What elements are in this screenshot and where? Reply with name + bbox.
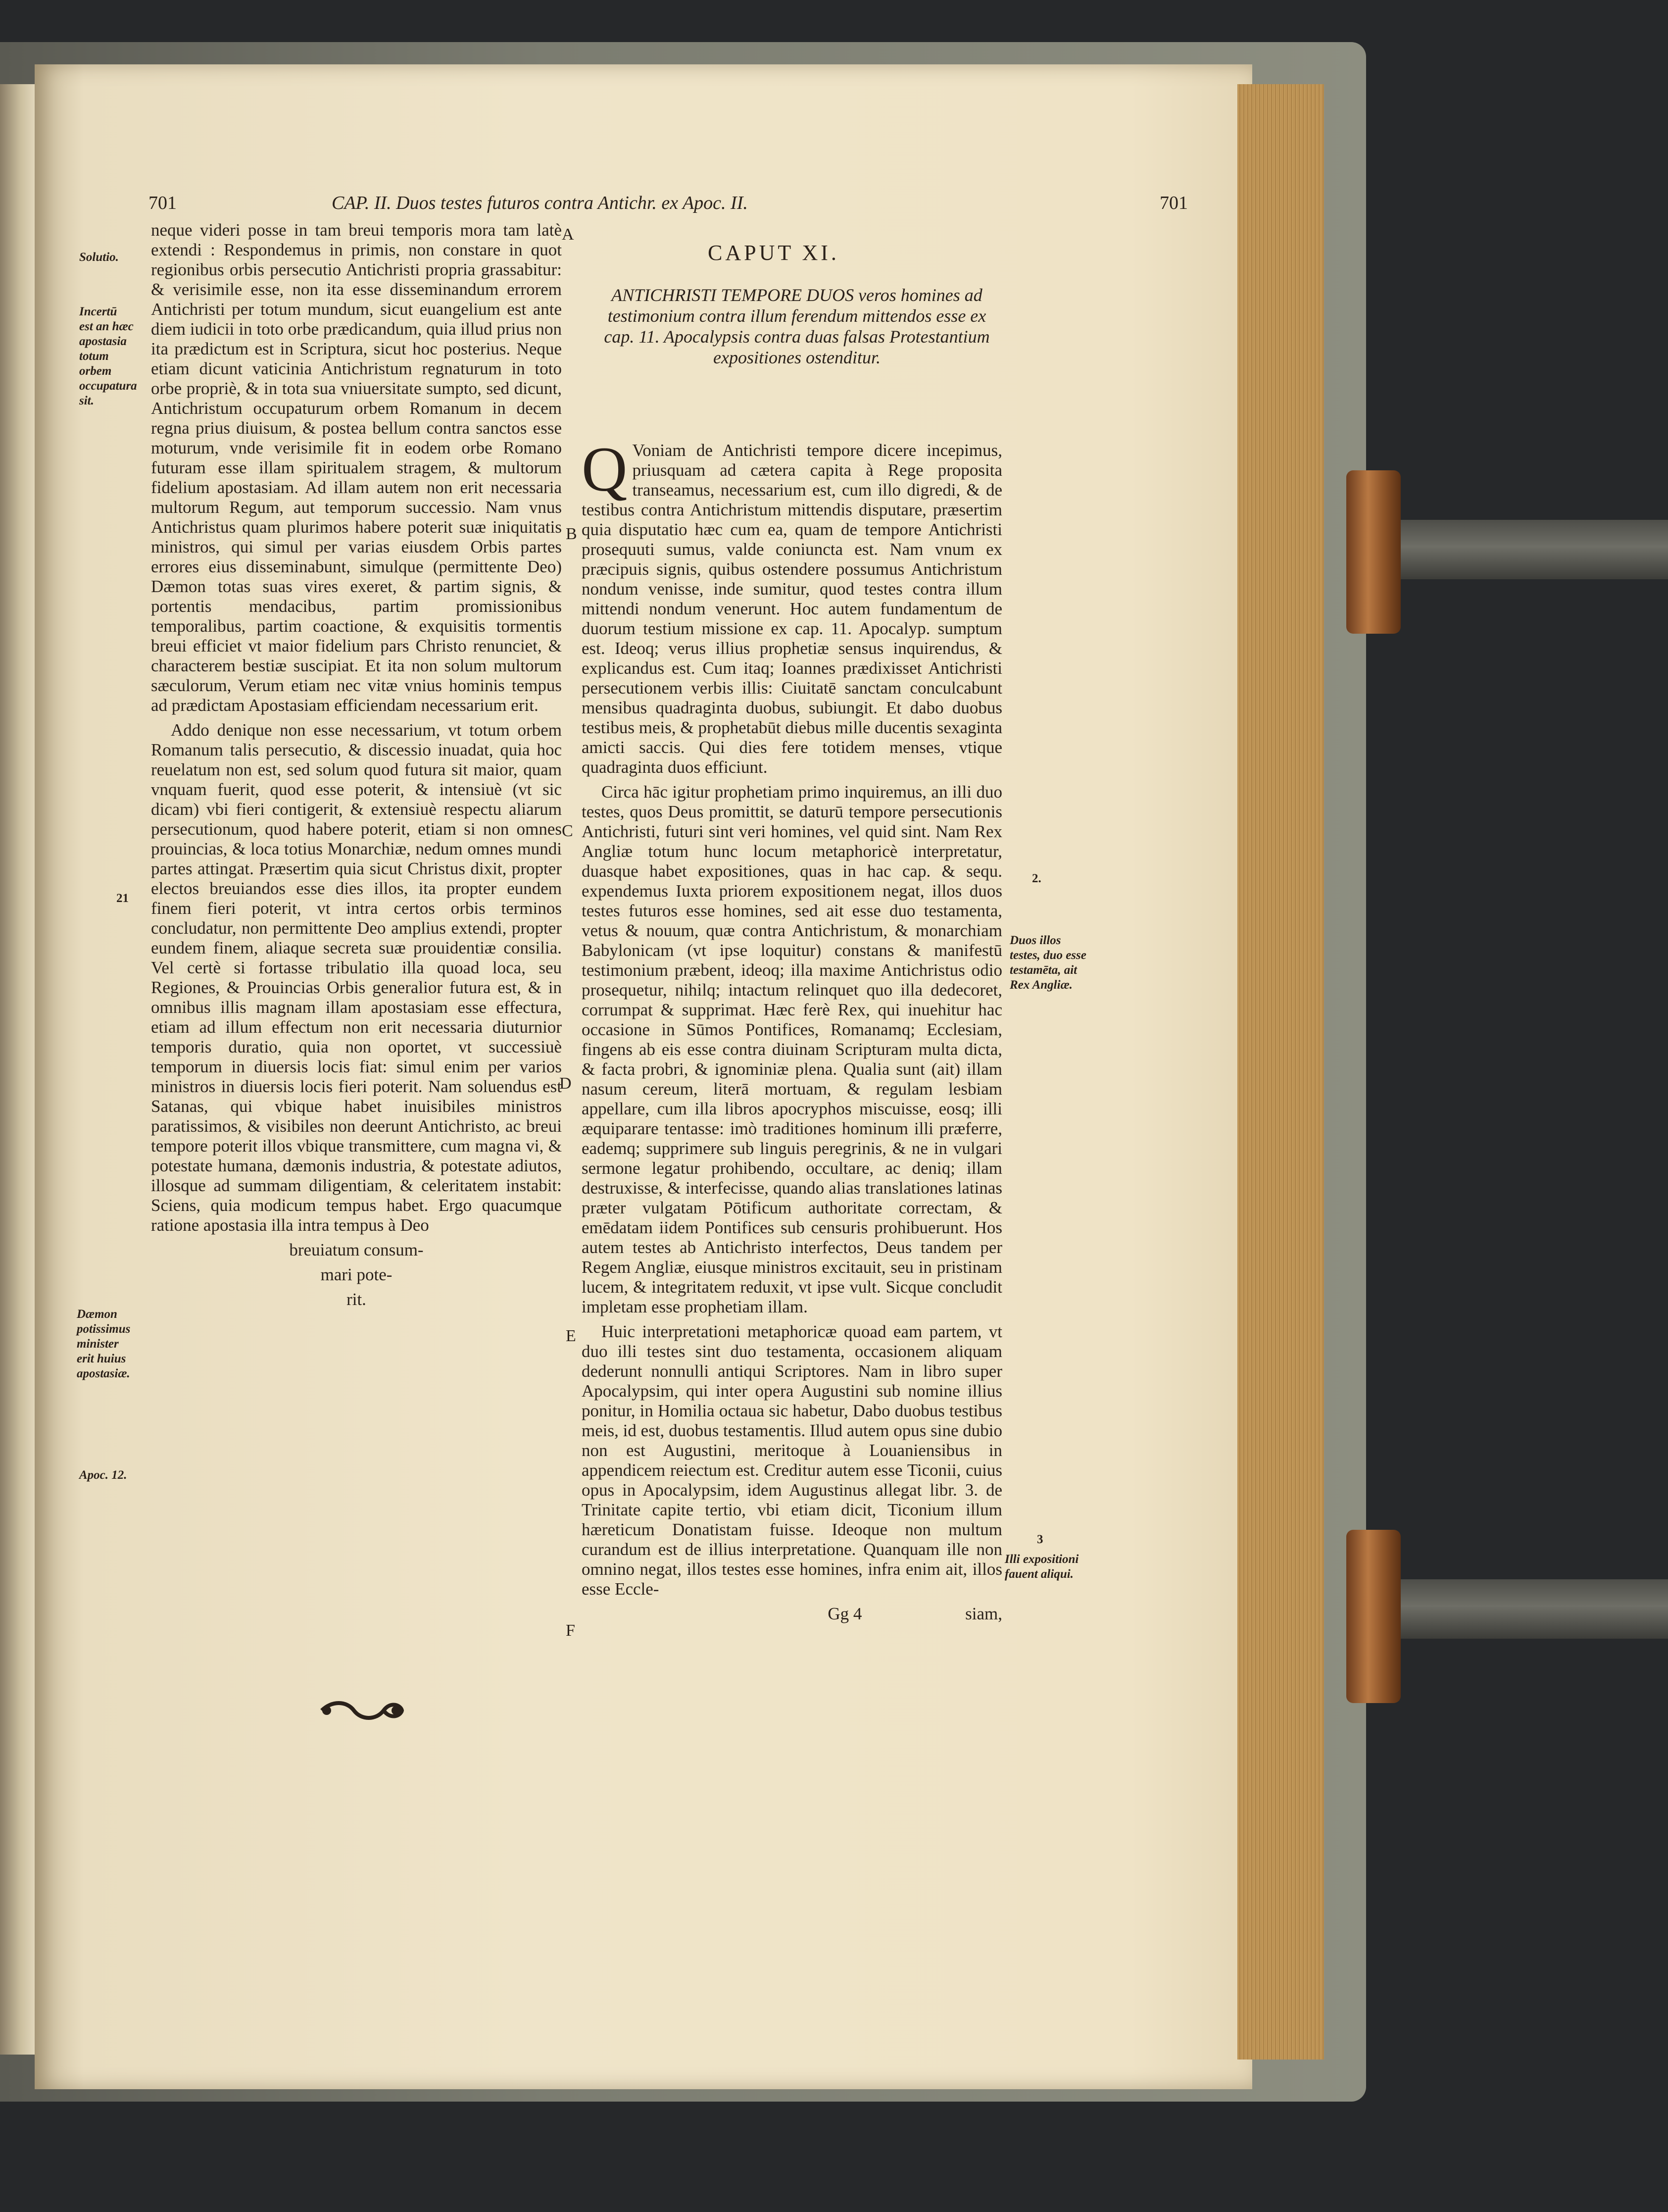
chapter-title: CAPUT XI. xyxy=(708,241,839,265)
paragraph: Huic interpretationi metaphoricæ quoad eam partem, vt duo illi testes sint duo testamenta, occasionem aliquam dederunt nonnulli antiqui Scriptores. Nam in libro super Apocalypsim, qui inter opera Augustini sub nomine illius ponitur, in Homilia octaua sic habetur, Dabo duobus testibus meis, id est, duobus testamentis. Illud autem opus sine dubio non est Augustini, meritoque à Louaniensibus in appendicem reiectum est. Creditur autem esse Ticonii, cuius opus in Apocalypsim, idem Augustinus allegat libr. 3. de Trinitate capite tertio, vbi etiam dicit, Ticonium illum hæreticum Donatistam fuisse. Ideoque non multum curandum est de illius interpretatione. Quanquam ille non omnino negat, illos testes esse homines, infra enim ait, illos esse Eccle- xyxy=(582,1322,1002,1599)
left-column xyxy=(151,220,562,1314)
closing-line: breuiatum consum- xyxy=(289,1240,424,1259)
section-letter: E xyxy=(566,1327,576,1345)
chapter-summary: ANTICHRISTI TEMPORE DUOS veros homines ad testimonium contra illum ferendum mittendos esse ex cap. 11. Apocalypsis contra duas falsas Protestantium expositiones ostenditur. xyxy=(604,285,990,367)
margin-note: Incertū est an hæc apostasia totum orbem occupatura sit. xyxy=(79,305,137,407)
tailpiece-ornament xyxy=(317,1698,406,1723)
page-number-right: 701 xyxy=(1160,193,1188,213)
paragraph xyxy=(582,434,1002,777)
running-title: CAP. II. Duos testes futuros contra Antichr. ex Apoc. II. xyxy=(332,193,748,213)
catchword-line xyxy=(582,1604,1002,1624)
left-page-edge xyxy=(0,84,35,2055)
section-letter: A xyxy=(562,225,574,244)
upper-clasp xyxy=(1346,470,1401,634)
page-number-left: 701 xyxy=(148,193,177,213)
upper-clasp-strap xyxy=(1371,520,1668,579)
margin-note: 2. xyxy=(1032,872,1041,885)
lower-clasp-strap xyxy=(1371,1579,1668,1639)
margin-note: Solutio. xyxy=(79,251,119,264)
right-column xyxy=(582,434,1002,1629)
catchword: siam, xyxy=(965,1604,1002,1623)
drop-cap: Q xyxy=(582,434,628,504)
section-letter: F xyxy=(566,1621,575,1640)
section-letter: B xyxy=(566,525,577,543)
closing-line: mari pote- xyxy=(320,1265,392,1284)
section-letter: D xyxy=(559,1074,572,1093)
fore-edge xyxy=(1237,84,1324,2060)
signature-mark: Gg 4 xyxy=(828,1604,862,1623)
paragraph-text: Voniam de Antichristi tempore dicere incepimus, priusquam ad cætera capita à Rege proposita transeamus, necessarium est, cum illo digredi, & de testibus contra Antichristum mittendis disputare, præsertim quia disputatio hæc cum ea, quam de tempore Antichristi prosequuti sumus, valde coniuncta est. Nam vnum ex præcipuis signis, quibus ostendere possumus Antichristum nondum venisse, inde sumitur, quod testes contra illum mittendi nondum venerunt. Hoc autem fundamentum de duorum testium missione ex cap. 11. Apocalyp. sumptum est. Ideoq; verus illius prophetiæ sensus inquirendus, & explicandus est. Cum itaq; Ioannes prædixisset Antichristi persecutionem verbis illis: Ciuitatē sanctam conculcabunt mensibus quadraginta duobus, subiungit. Et dabo duobus testibus meis, & prophetabūt diebus mille ducentis sexaginta amicti saccis. Qui dies fere totidem menses, vtique quadraginta duos efficiunt. xyxy=(582,441,1002,777)
section-letter: C xyxy=(562,822,573,840)
margin-note: Apoc. 12. xyxy=(79,1468,127,1482)
lower-clasp xyxy=(1346,1530,1401,1703)
paragraph: Addo denique non esse necessarium, vt totum orbem Romanum talis persecutio, & discessio inuadat, quia hoc reuelatum non est, sed solum quod futura sit maior, quam vnquam fuerit, quod esse poterit, & intensiuè (vt sic dicam) vbi fieri contigerit, & extensiuè respectu aliarum persecutionum, quod habere poterit, etiam si non omnes prouincias, & loca totius Monarchiæ, nedum omnes mundi partes attingat. Præsertim quia sicut Christus dixit, propter electos breuiandos esse dies illos, ita propter eundem finem fieri poterit, vt intra certos orbis terminos concludatur, non permittente Deo amplius extendi, propter eundem finem, aliaque secreta suæ prouidentiæ consilia. Vel certè si fortasse tribulatio illa quoad loca, seu Regiones, & Prouincias Orbis generalior futura est, & in omnibus illis magnam illam apostasiam esse effectura, etiam ad illum effectum non erit necessaria diuturnior temporis duratio, quia non oportet, vt successiuè temporum in diuersis locis fiat: simul enim per varios ministros in diuersis locis fieri poterit. Nam soluendus est Satanas, qui vbique habet inuisibiles ministros paratissimos, & visibiles non deerunt Antichristo, ac breui tempore poterit illos vbique transmittere, cum magna vi, & potestate humana, dæmonis industria, & potestate adiutos, illosque ad summam diligentiam, & celeritatem instabit: Sciens, quia modicum tempus habet. Ergo quacumque ratione apostasia illa intra tempus à Deo xyxy=(151,720,562,1235)
paragraph: neque videri posse in tam breui temporis mora tam latè extendi : Respondemus in primis, non constare in quot regionibus orbis persecutio Antichristi propria grassabitur: & verisimile esse, non ita esse disseminandum errorem Antichristi per totum mundum, sicut euangelium est ante diem iudicii in toto orbe prædicandum, quia illud prius non ita prædictum est in Scriptura, sicut hoc posterius. Neque etiam dicunt vaticinia Antichristum regnaturum in toto orbe propriè, & in tota sua vniuersitate sumpto, sed dicunt, Antichristum occupaturum orbem Romanum in decem regna prius diuisum, & postea bellum contra sanctos esse moturum, vnde verisimile fit in eodem orbe Romano futuram esse illam spiritualem stragem, & multorum fidelium apostasiam. Ad illam autem non erit necessaria multorum Regum, aut temporum successio. Nam vnus Antichristus quam plurimos habere poterit suæ iniquitatis ministros, qui simul per varias eiusdem Orbis partes errores eius disseminabunt, simulque (permittente Deo) Dæmon totas suas vires exeret, & partim signis, & portentis mendacibus, partim promissionibus temporalibus, partim coactione, & exquisitis tormentis breui efficiet vt maior fidelium pars Christo renunciet, & characterem bestiæ suscipiat. Et ita non solum multorum sæculorum, Verum etiam nec vitæ vnius hominis tempus ad prædictam Apostasiam efficiendam necessarium erit. xyxy=(151,220,562,715)
closing-line: rit. xyxy=(346,1290,366,1309)
margin-note: Duos illos testes, duo esse testamēta, ait Rex Angliæ. xyxy=(1010,934,1086,992)
margin-note: 3 xyxy=(1037,1533,1043,1546)
running-head xyxy=(148,192,1188,222)
margin-note: Dæmon potissimus minister erit huius apostasiæ. xyxy=(77,1307,131,1380)
margin-note: 21 xyxy=(116,892,129,905)
paragraph: Circa hāc igitur prophetiam primo inquiremus, an illi duo testes, quos Deus promittit, se daturū tempore persecutionis Antichristi, futuri sint veri homines, vel quid sint. Nam Rex Angliæ totum hunc locum metaphoricè interpretatur, duasque habet expositiones, quas in hac cap. & sequ. expendemus Iuxta priorem expositionem negat, illos duos testes futuros esse homines, sed ait esse duo testamenta, vetus & nouum, quæ contra Antichristum, & monarchiam Babylonicam (vt ipse loquitur) constans & manifestū testimonium præbent, ideoq; illa maxime Antichristus odio prosequetur, nihilq; intactum relinquet quo illa dedecoret, corrumpat & supprimat. Hæc ferè Rex, qui inuehitur hac occasione in Sūmos Pontifices, Romanamq; Ecclesiam, fingens ab eis esse contra diuinam Scripturam multa dicta, & facta probri, & ignominiæ plena. Qualia sunt (ait) illam nasum cereum, literā mortuam, & regulam lesbiam appellare, cum illa libros apocryphos miscuisse, eosq; illi æquiparare tentasse: imò traditiones hominum illi præferre, eademq; supprimere sub linguis peregrinis, & ne in vulgari sermone legatur prohibendo, occultare, ac deniq; illam destruxisse, & interfecisse, quando alias translationes latinas præter vulgatam Pōtificum authoritate correctam, & emēdatam iidem Pontifices sub censuris prohibuerunt. Hos autem testes ab Antichristo interfectos, Deus tandem per Regem Angliæ, eiusque ministros excitauit, seu in pristinam lucem, & integritatem reduxit, vt ipse vult. Sicque concludit impletam esse prophetiam illam. xyxy=(582,782,1002,1316)
margin-note: Illi expositioni fauent aliqui. xyxy=(1005,1553,1079,1581)
